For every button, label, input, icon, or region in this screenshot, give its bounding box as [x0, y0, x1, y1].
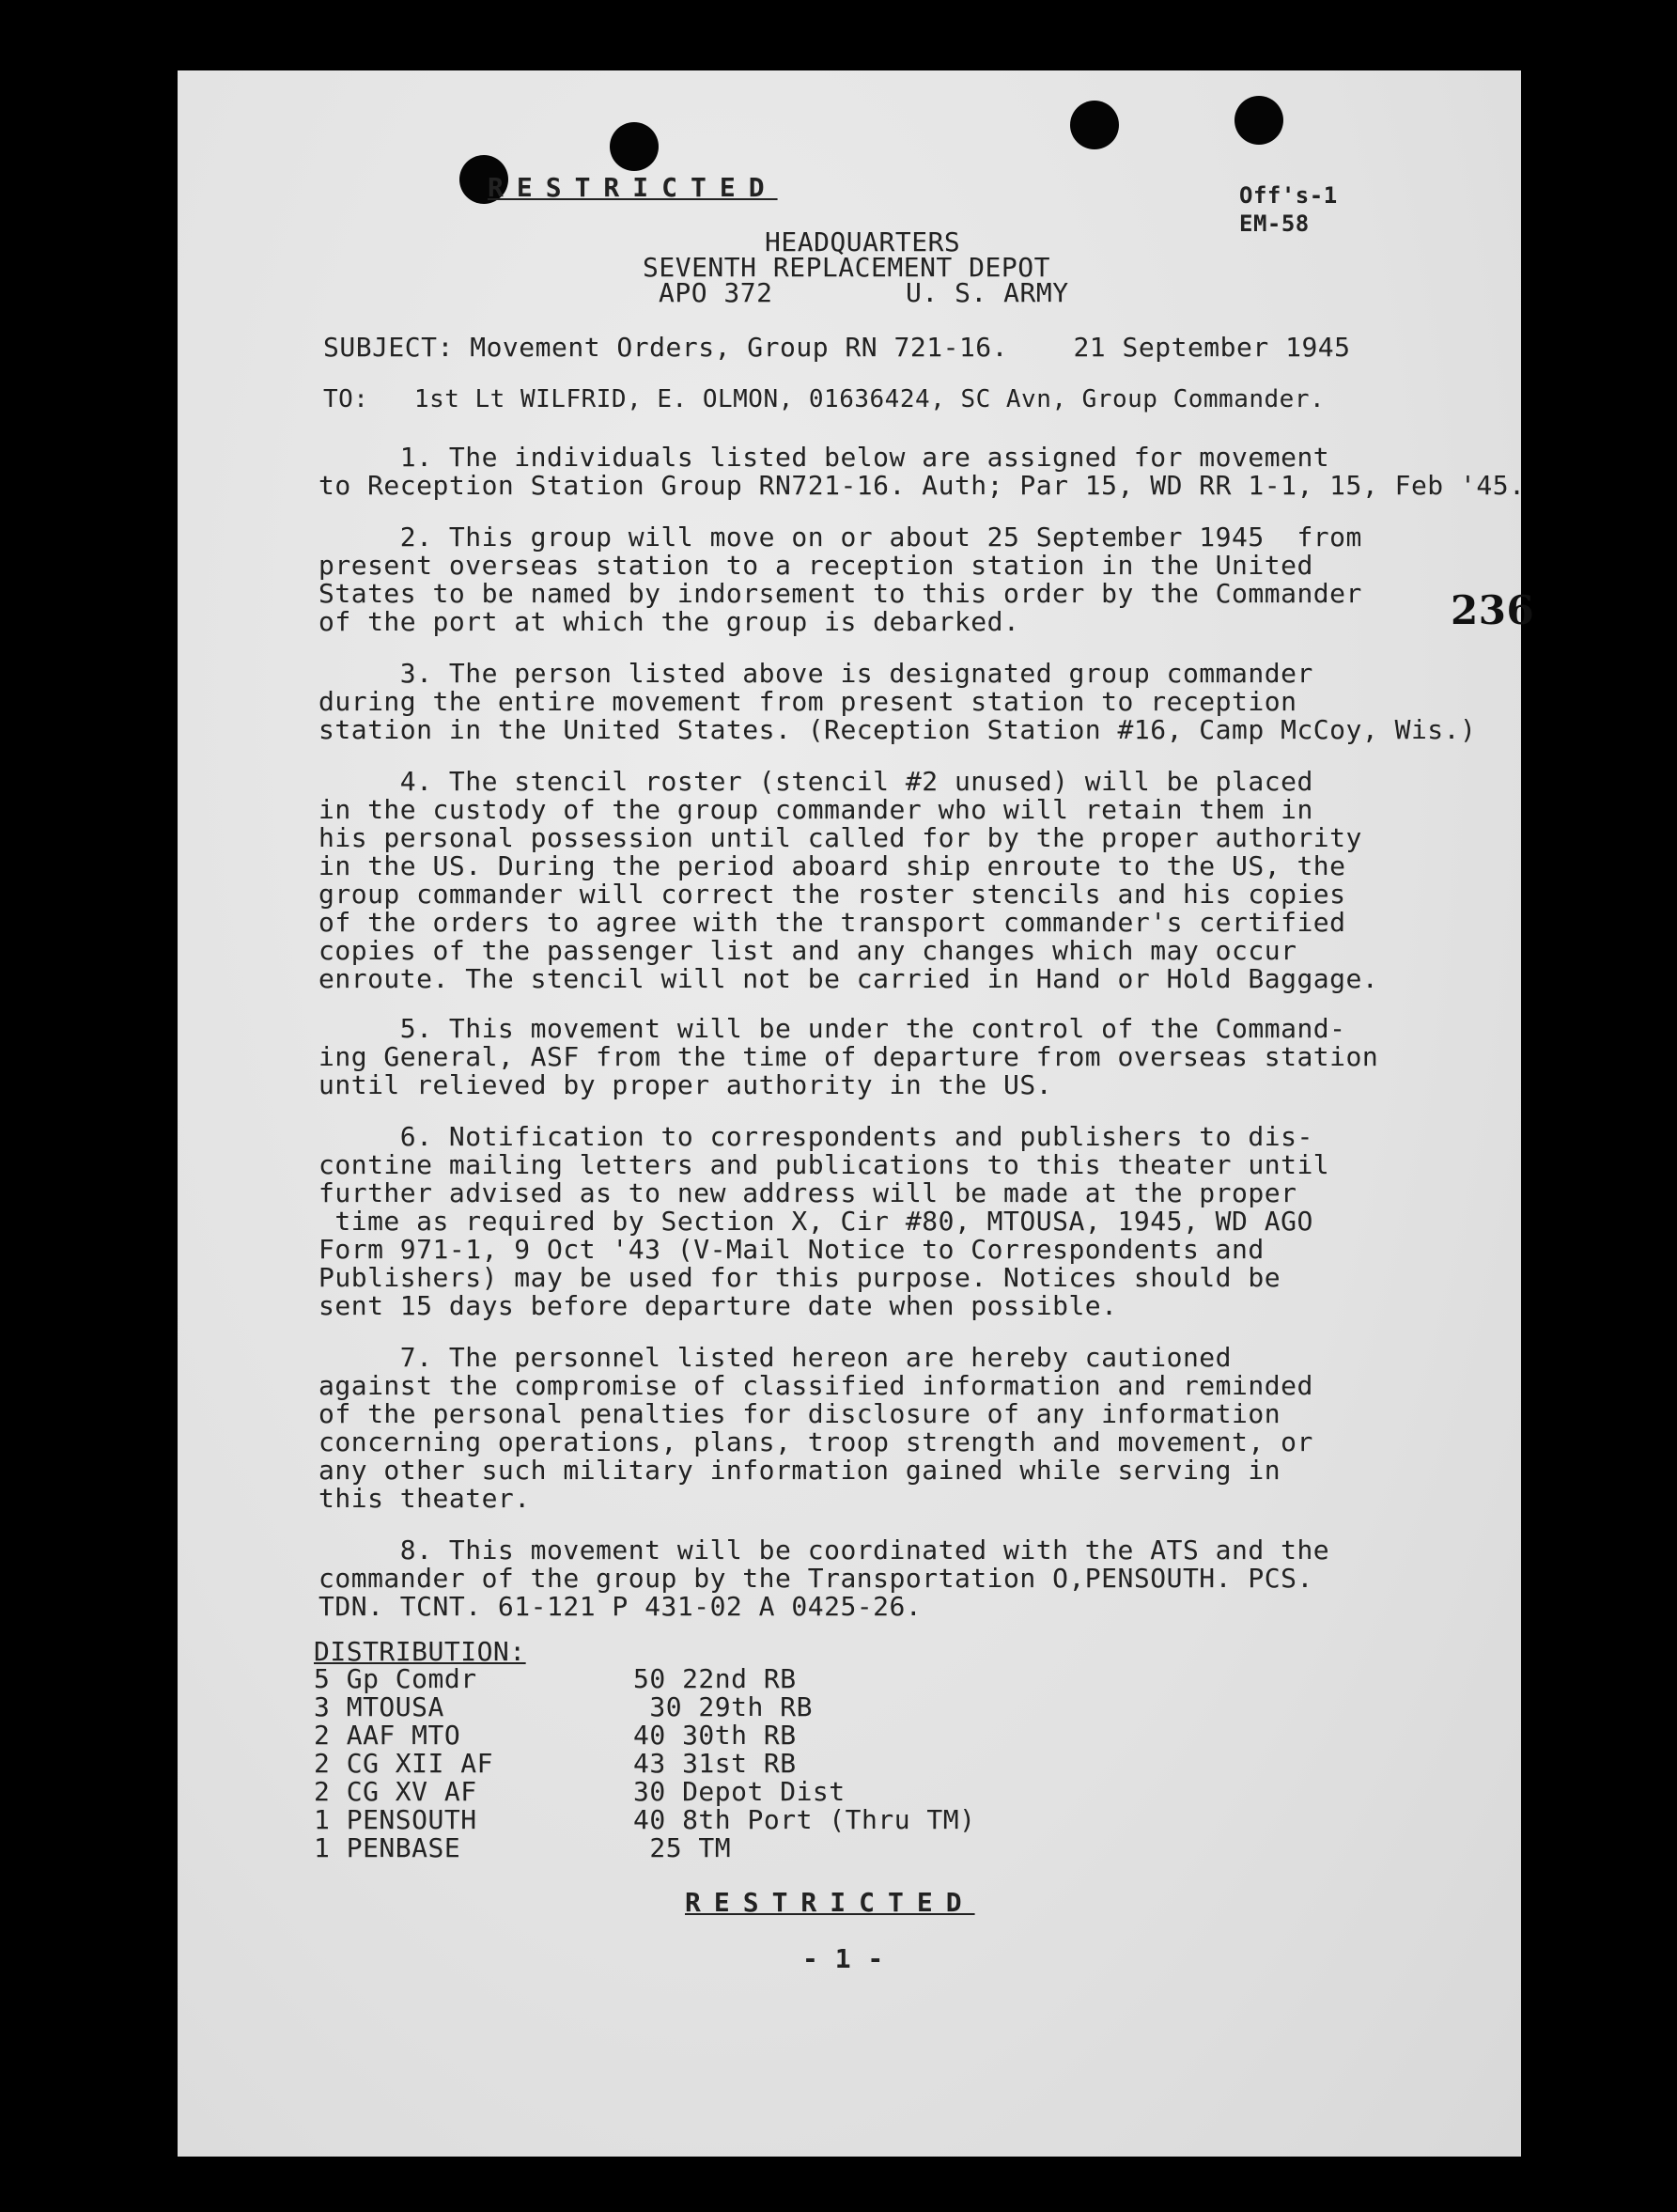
reference-line-2: EM-58: [1239, 210, 1310, 237]
distribution-entry: 25 TM: [633, 1832, 732, 1863]
paragraph-6: [318, 1123, 1329, 1320]
distribution-entry: 5 Gp Comdr: [314, 1663, 477, 1694]
paragraph-line: further advised as to new address will be made at the proper: [318, 1177, 1297, 1208]
paragraph-line: of the personal penalties for disclosure of any information: [318, 1398, 1281, 1429]
paragraph-line: contine mailing letters and publications to this theater until: [318, 1149, 1330, 1180]
classification-bottom: RESTRICTED: [685, 1887, 975, 1918]
punch-hole: [610, 122, 659, 171]
distribution-entry: 43 31st RB: [633, 1748, 797, 1779]
paragraph-line: 7. The personnel listed hereon are hereby cautioned: [318, 1342, 1233, 1373]
distribution-entry: 40 30th RB: [633, 1720, 797, 1751]
paragraph-line: Form 971-1, 9 Oct '43 (V-Mail Notice to Correspondents and: [318, 1234, 1265, 1265]
apo: APO 372: [659, 277, 773, 308]
distribution-entry: 50 22nd RB: [633, 1663, 797, 1694]
distribution-entry: 1 PENSOUTH: [314, 1804, 477, 1835]
paragraph-line: commander of the group by the Transportation O,PENSOUTH. PCS.: [318, 1563, 1313, 1594]
paragraph-line: copies of the passenger list and any changes which may occur: [318, 935, 1297, 966]
classification-top: RESTRICTED: [488, 172, 778, 203]
paragraph-line: to Reception Station Group RN721-16. Auth; Par 15, WD RR 1-1, 15, Feb '45.: [318, 470, 1526, 501]
paragraph-line: enroute. The stencil will not be carried in Hand or Hold Baggage.: [318, 963, 1379, 994]
paragraph-line: of the orders to agree with the transport commander's certified: [318, 907, 1346, 938]
distribution-left-column: [314, 1665, 493, 1862]
paragraph-line: 1. The individuals listed below are assigned for movement: [318, 442, 1330, 473]
paragraph-line: any other such military information gained while serving in: [318, 1455, 1281, 1486]
paragraph-line: TDN. TCNT. 61-121 P 431-02 A 0425-26.: [318, 1591, 923, 1622]
distribution-entry: 30 Depot Dist: [633, 1776, 846, 1807]
paragraph-1: [318, 444, 1525, 500]
paragraph-4: [318, 768, 1378, 993]
paragraph-line: this theater.: [318, 1483, 531, 1514]
paragraph-line: 5. This movement will be under the control of the Command-: [318, 1013, 1346, 1044]
paragraph-line: concerning operations, plans, troop strength and movement, or: [318, 1426, 1313, 1457]
page-number: - 1 -: [802, 1943, 884, 1974]
stamp-number: 236: [1451, 587, 1535, 633]
paragraph-line: 6. Notification to correspondents and publishers to dis-: [318, 1121, 1313, 1152]
distribution-entry: 2 AAF MTO: [314, 1720, 461, 1751]
document-page: [178, 70, 1535, 2157]
paragraph-line: during the entire movement from present station to reception: [318, 686, 1297, 717]
paragraph-7: [318, 1344, 1313, 1513]
paragraph-line: of the port at which the group is debarked.: [318, 606, 1020, 637]
paragraph-line: 3. The person listed above is designated group commander: [318, 658, 1313, 689]
distribution-entry: 40 8th Port (Thru TM): [633, 1804, 976, 1835]
hq-unit: SEVENTH REPLACEMENT DEPOT: [643, 252, 1050, 283]
paragraph-line: present overseas station to a reception station in the United: [318, 550, 1313, 581]
to-line: TO: 1st Lt WILFRID, E. OLMON, 01636424, SC Avn, Group Commander.: [323, 385, 1326, 413]
paragraph-line: 8. This movement will be coordinated with the ATS and the: [318, 1534, 1330, 1566]
paragraph-line: station in the United States. (Reception Station #16, Camp McCoy, Wis.): [318, 714, 1477, 745]
paragraph-line: ing General, ASF from the time of departure from overseas station: [318, 1041, 1379, 1072]
paragraph-line: against the compromise of classified information and reminded: [318, 1370, 1313, 1401]
paragraph-line: in the US. During the period aboard ship enroute to the US, the: [318, 850, 1346, 881]
paragraph-3: [318, 660, 1476, 744]
distribution-entry: 1 PENBASE: [314, 1832, 461, 1863]
paragraph-line: sent 15 days before departure date when possible.: [318, 1290, 1118, 1321]
punch-hole: [1234, 96, 1283, 145]
hq-title: HEADQUARTERS: [765, 226, 961, 257]
paragraph-8: [318, 1536, 1329, 1621]
paragraph-line: his personal possession until called for by the proper authority: [318, 822, 1362, 853]
paragraph-line: group commander will correct the roster stencils and his copies: [318, 879, 1346, 910]
paragraph-line: Publishers) may be used for this purpose. Notices should be: [318, 1262, 1281, 1293]
paragraph-line: 2. This group will move on or about 25 September 1945 from: [318, 522, 1362, 553]
distribution-heading: DISTRIBUTION:: [314, 1636, 526, 1667]
punch-hole: [1070, 101, 1119, 149]
distribution-entry: 30 29th RB: [633, 1691, 813, 1722]
paragraph-line: time as required by Section X, Cir #80, MTOUSA, 1945, WD AGO: [318, 1206, 1313, 1237]
distribution-entry: 3 MTOUSA: [314, 1691, 444, 1722]
paragraph-5: [318, 1015, 1378, 1099]
reference-line-1: Off's-1: [1239, 182, 1338, 209]
paragraph-line: in the custody of the group commander who will retain them in: [318, 794, 1313, 825]
distribution-entry: 2 CG XII AF: [314, 1748, 493, 1779]
army: U. S. ARMY: [906, 277, 1069, 308]
paragraph-line: until relieved by proper authority in the US.: [318, 1069, 1053, 1100]
subject-line: SUBJECT: Movement Orders, Group RN 721-16. 21 September 1945: [323, 332, 1351, 363]
distribution-right-column: [633, 1665, 976, 1862]
paragraph-2: [318, 523, 1362, 636]
distribution-entry: 2 CG XV AF: [314, 1776, 477, 1807]
paragraph-line: States to be named by indorsement to this order by the Commander: [318, 578, 1362, 609]
paragraph-line: 4. The stencil roster (stencil #2 unused) will be placed: [318, 766, 1313, 797]
